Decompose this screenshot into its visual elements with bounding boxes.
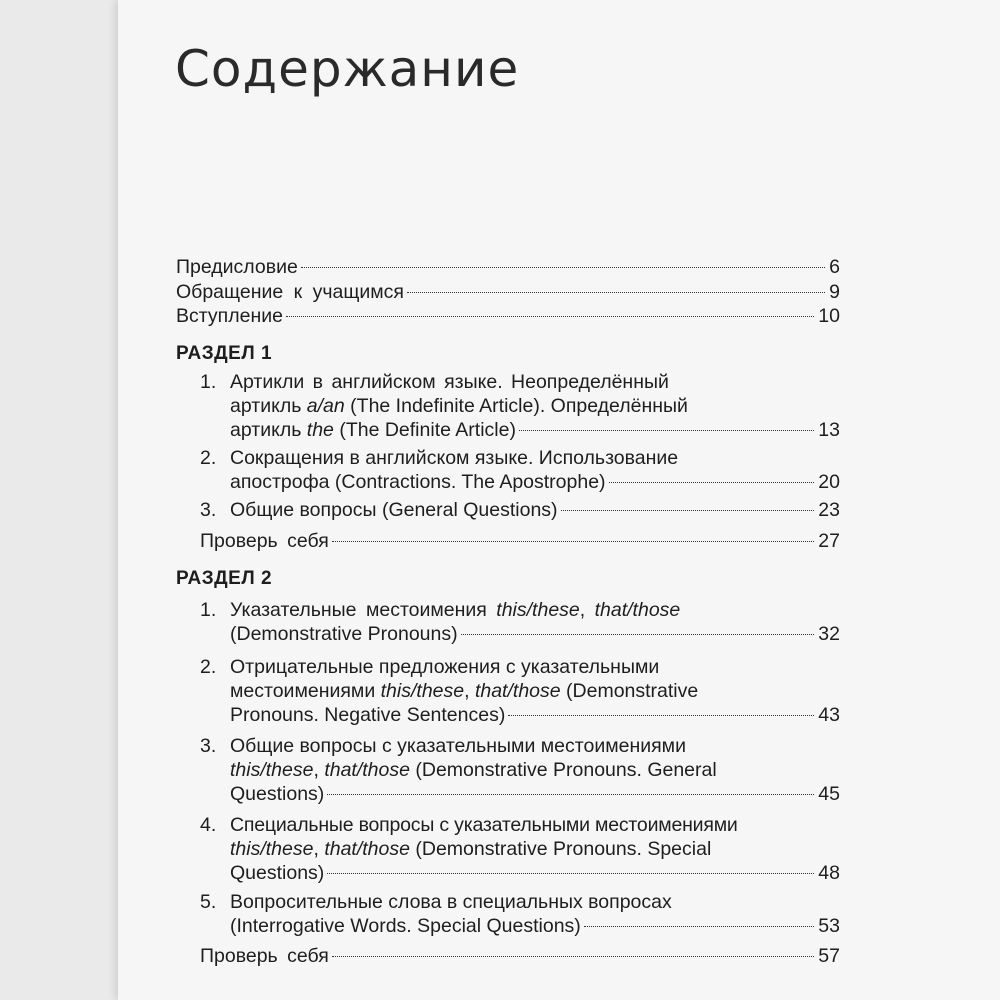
toc-row-check[interactable] <box>200 528 840 554</box>
entry-line <box>230 837 840 861</box>
entry-last-line <box>230 861 840 885</box>
toc-page: 6 <box>829 256 840 278</box>
text: , <box>313 838 325 860</box>
entry-last-line <box>230 470 840 494</box>
leader-dots <box>584 926 815 927</box>
entry-line: Сокращения в английском языке. Использование <box>230 447 679 469</box>
entry-number: 3. <box>200 499 217 521</box>
leader-dots <box>609 482 815 483</box>
text: (Demonstrative Pronouns. Special <box>409 838 712 860</box>
toc-page: 27 <box>818 530 840 552</box>
entry-number: 5. <box>200 891 217 913</box>
text: (Demonstrative Pronouns. General <box>409 759 717 781</box>
entry-last-line <box>230 622 840 646</box>
toc-page: 20 <box>818 471 840 493</box>
text: , <box>464 680 475 702</box>
leader-dots <box>286 316 814 317</box>
toc-entry[interactable] <box>200 734 840 806</box>
italic-term: that/those <box>474 680 561 702</box>
entry-line <box>230 758 840 782</box>
entry-last-line <box>230 782 840 806</box>
text: местоимениями <box>230 680 381 702</box>
toc-label: Проверь себя <box>200 945 329 967</box>
italic-term: this/these <box>380 680 465 702</box>
leader-dots <box>508 715 814 716</box>
toc-entry[interactable] <box>200 655 840 727</box>
text: Общие вопросы (General Questions) <box>230 499 558 521</box>
entry-line: Специальные вопросы с указательными местоимениями <box>230 814 738 836</box>
toc-label: Предисловие <box>176 256 298 278</box>
italic-term: that/those <box>594 599 681 621</box>
toc-label: Вступление <box>176 305 283 327</box>
entry-last-line <box>230 498 840 522</box>
toc-row-address[interactable] <box>176 279 840 305</box>
toc-page: 13 <box>818 419 840 441</box>
text: (Demonstrative Pronouns) <box>230 623 458 645</box>
leader-dots <box>301 267 825 268</box>
entry-number: 2. <box>200 656 217 678</box>
entry-number: 1. <box>200 371 217 393</box>
italic-term: that/those <box>324 838 410 860</box>
entry-number: 3. <box>200 735 217 757</box>
toc-entry[interactable] <box>200 370 840 442</box>
entry-line: Артикли в английском языке. Неопределённый <box>230 371 669 393</box>
leader-dots <box>327 794 814 795</box>
entry-line <box>230 598 840 622</box>
italic-term: this/these <box>230 759 314 781</box>
toc-page: 9 <box>829 281 840 303</box>
leader-dots <box>332 541 815 542</box>
toc-page: 32 <box>818 623 840 645</box>
leader-dots <box>327 873 814 874</box>
toc-page: 43 <box>818 704 840 726</box>
toc-entry[interactable] <box>200 446 840 494</box>
toc-page: 53 <box>818 915 840 937</box>
toc-page: 45 <box>818 783 840 805</box>
page-title: Содержание <box>175 40 520 98</box>
entry-number: 2. <box>200 447 217 469</box>
text: артикль <box>230 395 307 417</box>
entry-line: Вопросительные слова в специальных вопросах <box>230 891 672 913</box>
toc-label: Обращение к учащимся <box>176 281 404 303</box>
text: (Demonstrative <box>560 680 699 702</box>
toc-entry[interactable] <box>200 598 840 646</box>
toc-entry[interactable] <box>200 813 840 885</box>
italic-term: that/those <box>324 759 410 781</box>
text: (Interrogative Words. Special Questions) <box>230 915 581 937</box>
toc-row-intro[interactable] <box>176 303 840 329</box>
text: Questions) <box>230 783 325 805</box>
entry-line: Отрицательные предложения с указательными <box>230 656 660 678</box>
entry-line: Общие вопросы с указательными местоимениями <box>230 735 686 757</box>
leader-dots <box>332 956 815 957</box>
toc-page: 10 <box>818 305 840 327</box>
entry-number: 4. <box>200 814 217 836</box>
italic-term: this/these <box>496 599 580 621</box>
toc-label: Проверь себя <box>200 530 329 552</box>
toc-row-check[interactable] <box>200 943 840 969</box>
entry-last-line <box>230 703 840 727</box>
entry-last-line <box>230 418 840 442</box>
text: Указательные местоимения <box>230 599 497 621</box>
entry-number: 1. <box>200 599 217 621</box>
text: , <box>313 759 325 781</box>
text: (The Indefinite Article). Определённый <box>344 395 688 417</box>
toc-page: 48 <box>818 862 840 884</box>
section-heading: РАЗДЕЛ 1 <box>176 343 273 364</box>
text: Pronouns. Negative Sentences) <box>230 704 506 726</box>
toc-page: 57 <box>818 945 840 967</box>
text: апострофа (Contractions. The Apostrophe) <box>230 471 606 493</box>
toc-page: 23 <box>818 499 840 521</box>
leader-dots <box>461 634 815 635</box>
italic-term: a/an <box>306 395 345 417</box>
entry-line <box>230 679 840 703</box>
text: артикль <box>230 419 307 441</box>
entry-line <box>230 394 840 418</box>
italic-term: this/these <box>230 838 314 860</box>
leader-dots <box>561 510 815 511</box>
leader-dots <box>407 292 825 293</box>
italic-term: the <box>306 419 334 441</box>
section-heading: РАЗДЕЛ 2 <box>176 568 273 589</box>
text: , <box>579 599 595 621</box>
entry-last-line <box>230 914 840 938</box>
toc-entry[interactable] <box>200 890 840 938</box>
toc-entry[interactable] <box>200 498 840 522</box>
leader-dots <box>519 430 814 431</box>
toc-row-preface[interactable] <box>176 254 840 280</box>
text: (The Definite Article) <box>333 419 516 441</box>
text: Questions) <box>230 862 325 884</box>
